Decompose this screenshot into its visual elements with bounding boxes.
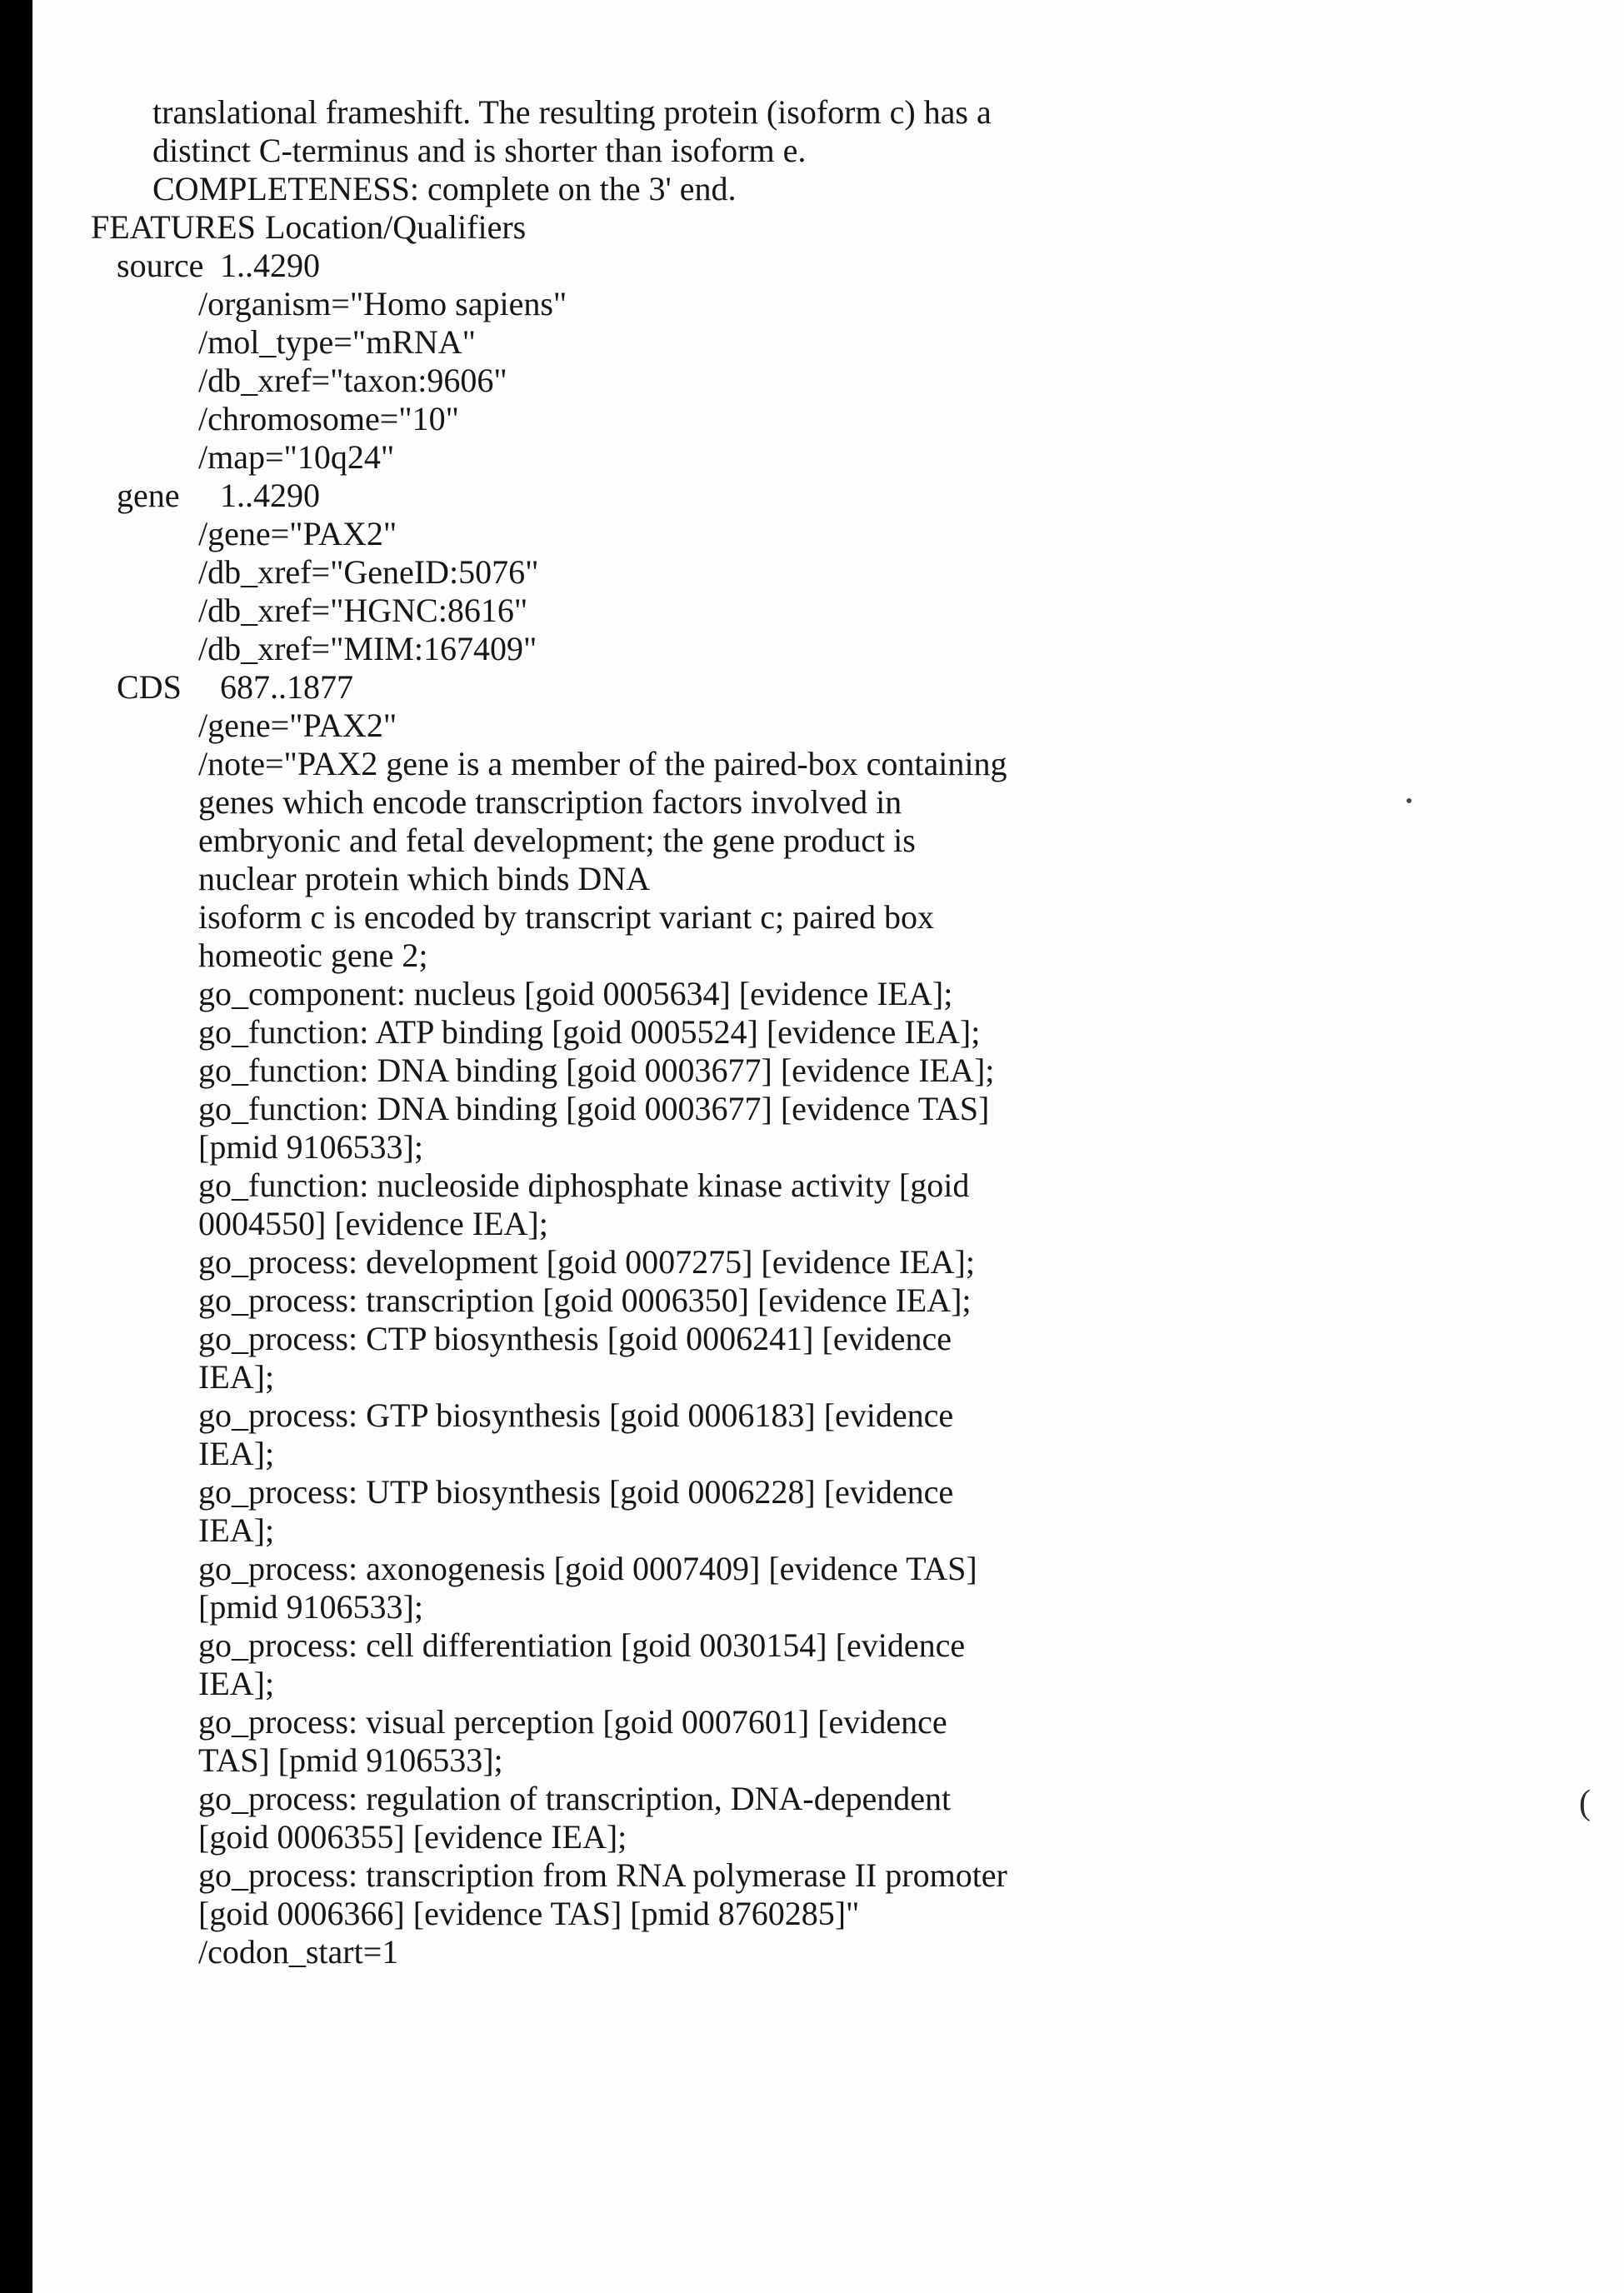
document-line	[0, 1166, 1624, 1205]
line-text: embryonic and fetal development; the gene product is	[198, 822, 916, 859]
line-text: go_function: ATP binding [goid 0005524] [evidence IEA];	[198, 1013, 981, 1051]
line-text: [goid 0006355] [evidence IEA];	[198, 1818, 627, 1856]
line-text: /gene="PAX2"	[198, 515, 397, 552]
line-text: go_process: visual perception [goid 0007601] [evidence	[198, 1703, 947, 1741]
line-text: 1..4290	[220, 477, 320, 514]
line-text: [goid 0006366] [evidence TAS] [pmid 8760285]"	[198, 1895, 860, 1932]
document-line	[0, 323, 1624, 362]
line-text: go_process: regulation of transcription, DNA-dependent	[198, 1780, 952, 1817]
features-header-label: FEATURES	[91, 208, 256, 246]
document-line	[0, 247, 1624, 285]
line-text: genes which encode transcription factors involved in	[198, 783, 902, 821]
scan-dot-artifact	[1407, 798, 1412, 803]
document-line	[0, 1013, 1624, 1052]
document-line	[0, 1090, 1624, 1128]
line-text: nuclear protein which binds DNA	[198, 860, 651, 897]
line-text: distinct C-terminus and is shorter than isoform e.	[152, 132, 807, 169]
document-line	[0, 93, 1624, 132]
document-line	[0, 745, 1624, 783]
line-text: 0004550] [evidence IEA];	[198, 1205, 548, 1242]
document-line	[0, 1895, 1624, 1933]
document-line	[0, 553, 1624, 592]
document-line	[0, 1320, 1624, 1358]
line-text: go_function: DNA binding [goid 0003677] [evidence IEA];	[198, 1052, 995, 1089]
document-line	[0, 1281, 1624, 1320]
document-line	[0, 1511, 1624, 1550]
document-line	[0, 1435, 1624, 1473]
line-text: /chromosome="10"	[198, 400, 459, 437]
document-line	[0, 822, 1624, 860]
line-text: go_function: nucleoside diphosphate kinase activity [goid	[198, 1166, 970, 1204]
line-text: TAS] [pmid 9106533];	[198, 1741, 503, 1779]
line-text: COMPLETENESS: complete on the 3' end.	[152, 170, 737, 207]
line-text: go_process: development [goid 0007275] [evidence IEA];	[198, 1243, 975, 1281]
document-line	[0, 1933, 1624, 1971]
document-line	[0, 170, 1624, 208]
document-line	[0, 1550, 1624, 1588]
document-line	[0, 1818, 1624, 1856]
line-text: isoform c is encoded by transcript variant c; paired box	[198, 898, 935, 936]
line-text: go_process: cell differentiation [goid 0030154] [evidence	[198, 1626, 966, 1664]
line-text: /db_xref="MIM:167409"	[198, 630, 537, 667]
line-text: [pmid 9106533];	[198, 1588, 423, 1626]
document-line	[0, 1626, 1624, 1665]
line-text: translational frameshift. The resulting protein (isoform c) has a	[152, 93, 992, 131]
line-text: homeotic gene 2;	[198, 937, 428, 974]
feature-key: source	[117, 247, 204, 284]
line-text: go_process: axonogenesis [goid 0007409] [evidence TAS]	[198, 1550, 977, 1587]
line-text: go_component: nucleus [goid 0005634] [evidence IEA];	[198, 975, 953, 1012]
document-line	[0, 860, 1624, 898]
document-line	[0, 1205, 1624, 1243]
line-text: /db_xref="taxon:9606"	[198, 362, 507, 399]
line-text: IEA];	[198, 1358, 275, 1396]
line-text: go_process: GTP biosynthesis [goid 0006183] [evidence	[198, 1396, 954, 1434]
document-line	[0, 898, 1624, 937]
document-line	[0, 1358, 1624, 1396]
line-text: go_process: transcription [goid 0006350] [evidence IEA];	[198, 1281, 972, 1319]
line-text: /gene="PAX2"	[198, 707, 397, 744]
line-text: IEA];	[198, 1435, 275, 1472]
line-text: go_process: CTP biosynthesis [goid 0006241] [evidence	[198, 1320, 952, 1357]
scan-stray-mark: (	[1579, 1784, 1591, 1822]
feature-key: gene	[117, 477, 180, 514]
document-line	[0, 1052, 1624, 1090]
document-line	[0, 783, 1624, 822]
document-line	[0, 1665, 1624, 1703]
document-line	[0, 1741, 1624, 1780]
line-text: IEA];	[198, 1665, 275, 1702]
document-line	[0, 630, 1624, 668]
line-text: 1..4290	[220, 247, 320, 284]
line-text: 687..1877	[220, 668, 353, 706]
document-line	[0, 592, 1624, 630]
document-line	[0, 937, 1624, 975]
document-line	[0, 285, 1624, 323]
line-text: /note="PAX2 gene is a member of the paired-box containing	[198, 745, 1007, 782]
document-line	[0, 208, 1624, 247]
line-text: /db_xref="GeneID:5076"	[198, 553, 539, 591]
feature-key: CDS	[117, 668, 182, 706]
document-line	[0, 515, 1624, 553]
document-line	[0, 362, 1624, 400]
line-text: go_function: DNA binding [goid 0003677] [evidence TAS]	[198, 1090, 990, 1127]
document-line	[0, 1703, 1624, 1741]
line-text: IEA];	[198, 1511, 275, 1549]
line-text: Location/Qualifiers	[265, 208, 527, 246]
document-line	[0, 400, 1624, 438]
document-line	[0, 707, 1624, 745]
line-text: go_process: transcription from RNA polymerase II promoter	[198, 1856, 1007, 1894]
line-text: /map="10q24"	[198, 438, 395, 476]
document-text	[0, 93, 1624, 1971]
document-line	[0, 477, 1624, 515]
line-text: /mol_type="mRNA"	[198, 323, 476, 361]
document-line	[0, 1780, 1624, 1818]
line-text: /codon_start=1	[198, 1933, 399, 1971]
line-text: go_process: UTP biosynthesis [goid 0006228] [evidence	[198, 1473, 954, 1511]
document-line	[0, 975, 1624, 1013]
document-line	[0, 668, 1624, 707]
line-text: /db_xref="HGNC:8616"	[198, 592, 528, 629]
line-text: [pmid 9106533];	[198, 1128, 423, 1166]
document-line	[0, 438, 1624, 477]
document-line	[0, 132, 1624, 170]
document-line	[0, 1128, 1624, 1166]
document-line	[0, 1396, 1624, 1435]
document-line	[0, 1243, 1624, 1281]
document-line	[0, 1856, 1624, 1895]
document-line	[0, 1588, 1624, 1626]
line-text: /organism="Homo sapiens"	[198, 285, 567, 322]
document-line	[0, 1473, 1624, 1511]
